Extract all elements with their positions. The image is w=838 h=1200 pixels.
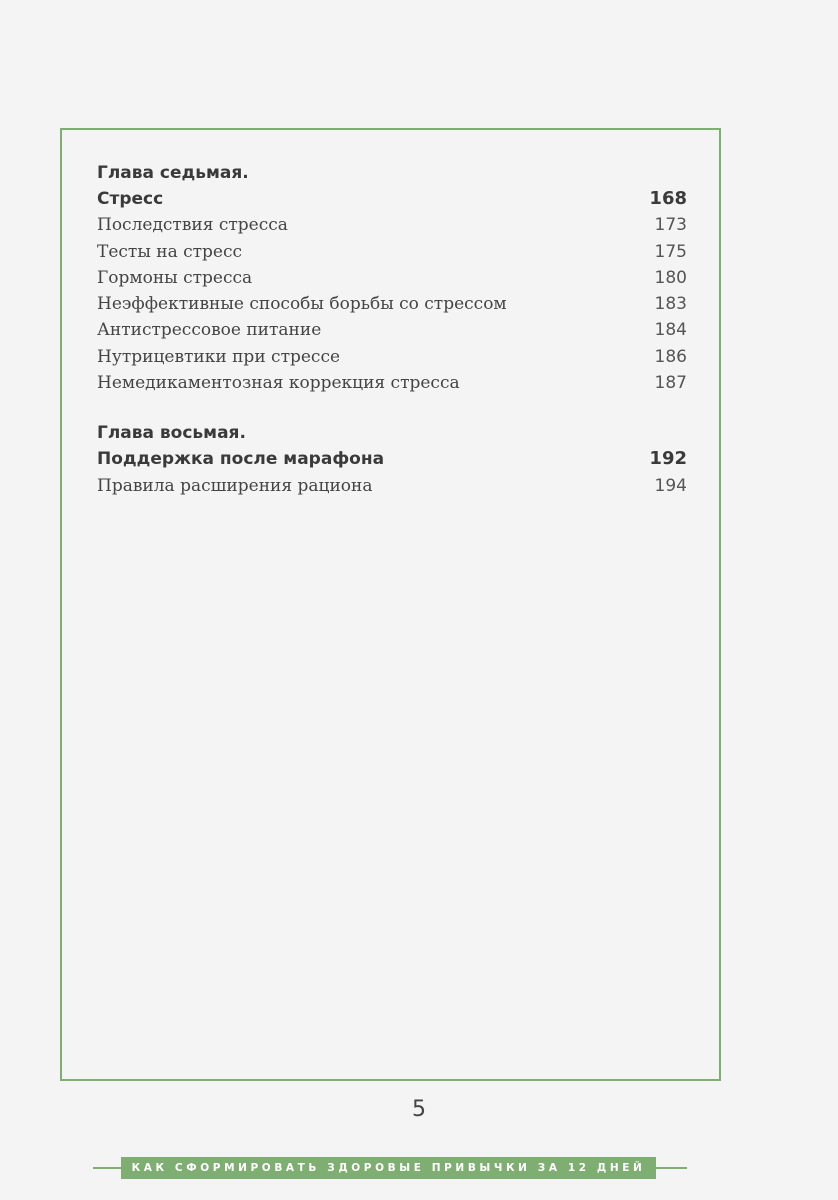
toc-entry[interactable] (97, 239, 687, 265)
page-number: 5 (412, 1097, 426, 1122)
toc-entry-title: Гормоны стресса (97, 267, 253, 288)
toc-entry-title: Правила расширения рациона (97, 475, 373, 496)
toc-entry[interactable] (97, 473, 687, 499)
toc-entry-page: 186 (654, 346, 687, 367)
toc-entry-title: Нутрицевтики при стрессе (97, 346, 341, 367)
chapter-title-row[interactable] (97, 446, 687, 472)
running-footer (0, 1155, 838, 1185)
toc-entry-page: 173 (654, 215, 687, 236)
chapter-title: Поддержка после марафона (97, 449, 385, 470)
chapter-page: 168 (649, 188, 687, 209)
toc-entry-title: Тесты на стресс (97, 241, 243, 262)
toc-entry-page: 187 (654, 373, 687, 394)
toc-entry-page: 194 (654, 475, 687, 496)
toc-entry-title: Немедикаментозная коррекция стресса (97, 373, 460, 394)
chapter-7 (97, 160, 687, 396)
footer-rule-right (654, 1167, 687, 1169)
toc-entry[interactable] (97, 317, 687, 343)
toc-entry-page: 180 (654, 267, 687, 288)
toc-entry-page: 175 (654, 241, 687, 262)
toc-entry-title: Последствия стресса (97, 215, 288, 236)
chapter-label: Глава седьмая. (97, 163, 249, 183)
chapter-title-row[interactable] (97, 186, 687, 212)
table-of-contents (97, 160, 687, 523)
toc-entry[interactable] (97, 291, 687, 317)
footer-rule-left (93, 1167, 123, 1169)
toc-entry[interactable] (97, 212, 687, 238)
toc-entry-title: Антистрессовое питание (97, 320, 322, 341)
chapter-page: 192 (649, 448, 687, 470)
toc-entry-title: Неэффективные способы борьбы со стрессом (97, 294, 507, 315)
toc-entry[interactable] (97, 370, 687, 396)
toc-entry-page: 184 (654, 320, 687, 341)
toc-entry-page: 183 (654, 294, 687, 315)
chapter-8 (97, 420, 687, 499)
chapter-label: Глава восьмая. (97, 423, 246, 444)
running-title: КАК СФОРМИРОВАТЬ ЗДОРОВЫЕ ПРИВЫЧКИ ЗА 12 ДНЕЙ (121, 1157, 656, 1179)
chapter-title: Стресс (97, 189, 164, 209)
toc-entry[interactable] (97, 265, 687, 291)
toc-entry[interactable] (97, 344, 687, 370)
